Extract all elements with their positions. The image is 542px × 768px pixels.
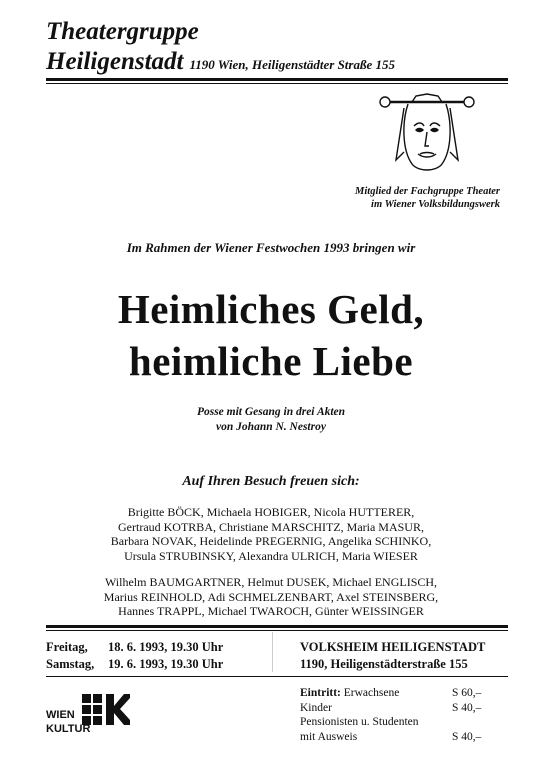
membership-line2: im Wiener Volksbildungswerk xyxy=(371,199,500,210)
footer-rule-thin xyxy=(46,630,508,631)
cast-line: Ursula STRUBINSKY, Alexandra ULRICH, Maria WIESER xyxy=(124,548,418,563)
troupe-name-line2 xyxy=(46,48,395,79)
troupe-name-heiligenstadt: Heiligenstadt xyxy=(46,48,184,75)
column-divider xyxy=(272,632,273,672)
admission-label: Eintritt: xyxy=(300,687,341,699)
logo-text-kultur: KULTUR xyxy=(46,723,91,735)
performance-datetime: 19. 6. 1993, 19.30 Uhr xyxy=(108,657,224,671)
troupe-address: 1190 Wien, Heiligenstädter Straße 155 xyxy=(189,57,395,72)
price-amount xyxy=(452,715,500,730)
prices-rule xyxy=(46,676,508,677)
intro-line: Im Rahmen der Wiener Festwochen 1993 bringen wir xyxy=(126,240,416,255)
venue xyxy=(300,639,485,673)
cast-line: Barbara NOVAK, Heidelinde PREGERNIG, Angelika SCHINKO, xyxy=(110,534,432,549)
cast-line: Hannes TRAPPL, Michael TWAROCH, Günter WEISSINGER xyxy=(118,604,424,619)
performance-day: Freitag, xyxy=(46,640,88,654)
price-category: Erwachsene xyxy=(343,687,400,699)
price-amount: S 60,– xyxy=(452,687,482,699)
cast-line: Marius REINHOLD, Adi SCHMELZENBART, Axel STEINSBERG, xyxy=(103,589,439,604)
performance-row xyxy=(46,639,223,656)
price-category: Kinder xyxy=(300,701,332,714)
price-row xyxy=(300,715,500,730)
theatre-mask-icon xyxy=(378,92,476,178)
price-row xyxy=(300,686,500,701)
price-category: Pensionisten u. Studenten xyxy=(300,716,419,728)
price-amount: S 40,– xyxy=(452,730,482,743)
footer-rule-thick xyxy=(46,625,508,628)
performance-datetime: 18. 6. 1993, 19.30 Uhr xyxy=(108,640,224,654)
membership-line1: Mitglied der Fachgruppe Theater xyxy=(355,186,500,197)
performance-dates xyxy=(46,639,223,673)
play-author: von Johann N. Nestroy xyxy=(216,421,326,433)
cast-line: Gertraud KOTRBA, Christiane MARSCHITZ, Maria MASUR, xyxy=(118,519,424,534)
venue-address: 1190, Heiligenstädterstraße 155 xyxy=(300,657,468,671)
cast-heading: Auf Ihren Besuch freuen sich: xyxy=(182,474,360,489)
performance-day: Samstag, xyxy=(46,657,95,671)
price-row xyxy=(300,730,500,745)
membership-note xyxy=(330,185,500,211)
logo-text-wien: WIEN xyxy=(46,709,75,721)
price-amount: S 40,– xyxy=(452,701,482,714)
header-rule-thick xyxy=(46,78,508,81)
play-title-line1: Heimliches Geld, xyxy=(117,286,425,332)
play-subtitle xyxy=(60,405,482,435)
play-title xyxy=(30,283,512,387)
header-rule-thin xyxy=(46,83,508,84)
troupe-name-line1: Theatergruppe xyxy=(46,18,199,45)
cast-women-list xyxy=(40,505,502,563)
admission-prices xyxy=(300,686,500,744)
cast-line: Brigitte BÖCK, Michaela HOBIGER, Nicola HUTTERER, xyxy=(127,505,415,519)
play-title-line2: heimliche Liebe xyxy=(128,338,414,384)
price-row xyxy=(300,701,500,716)
price-category: mit Ausweis xyxy=(300,730,358,743)
play-genre: Posse mit Gesang in drei Akten xyxy=(196,406,346,418)
performance-row xyxy=(46,656,223,673)
venue-name: VOLKSHEIM HEILIGENSTADT xyxy=(300,640,486,654)
wien-kultur-logo-icon xyxy=(44,692,130,736)
cast-line: Wilhelm BAUMGARTNER, Helmut DUSEK, Michael ENGLISCH, xyxy=(104,575,438,589)
cast-men-list xyxy=(40,575,502,619)
